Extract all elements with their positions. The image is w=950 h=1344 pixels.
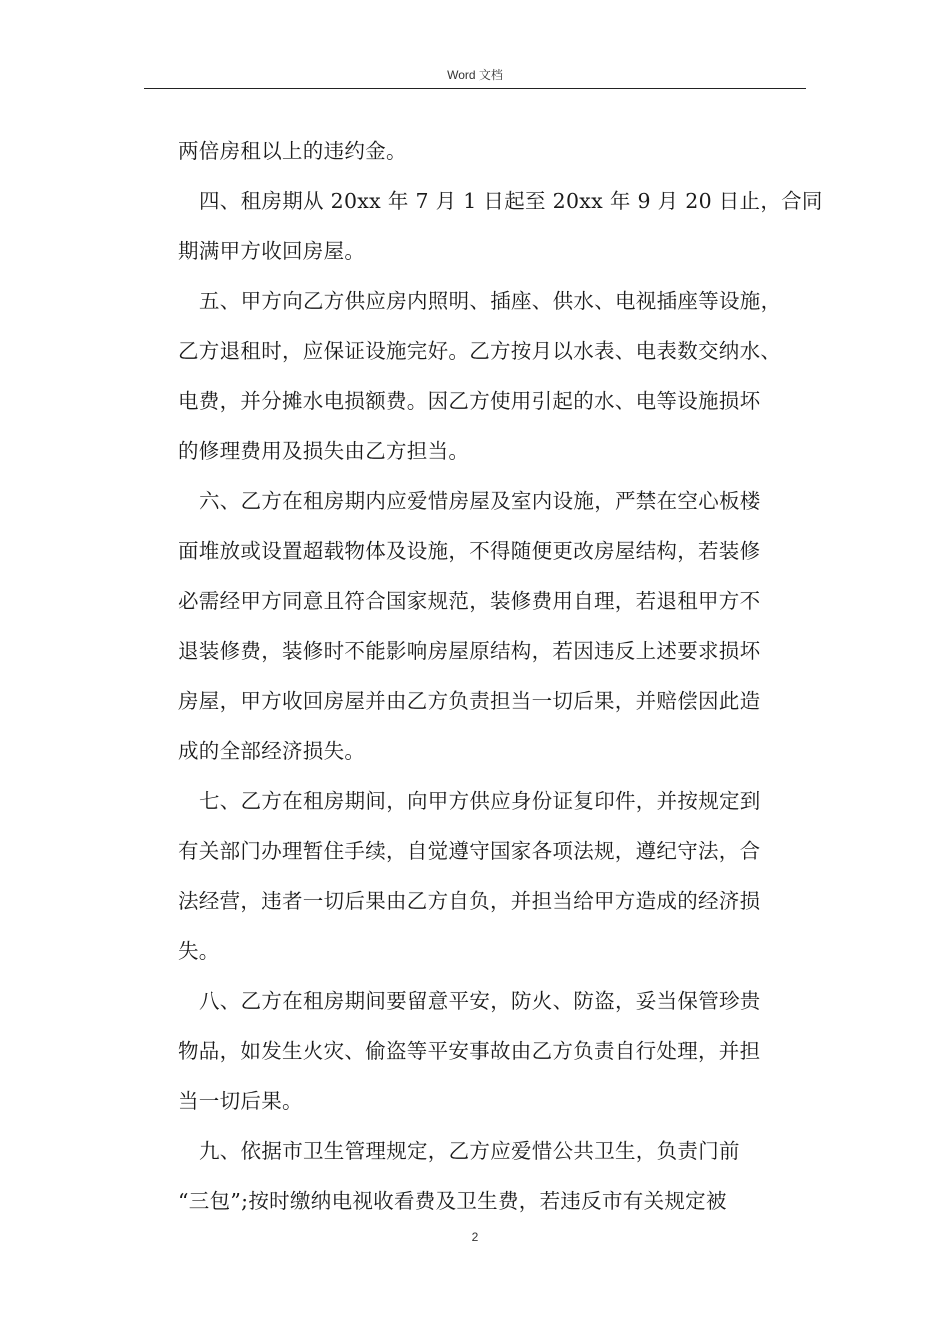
page-number: 2 xyxy=(471,1230,479,1244)
text-line: 退装修费，装修时不能影响房屋原结构，若因违反上述要求损坏 xyxy=(178,639,761,663)
header-divider xyxy=(144,88,806,89)
paragraph-start-line: 九、依据市卫生管理规定，乙方应爱惜公共卫生，负责门前 xyxy=(199,1139,740,1163)
paragraph-start-line: 七、乙方在租房期间，向甲方供应身份证复印件，并按规定到 xyxy=(199,789,761,813)
text-line: 必需经甲方同意且符合国家规范，装修费用自理，若退租甲方不 xyxy=(178,589,761,613)
text-line: 房屋，甲方收回房屋并由乙方负责担当一切后果，并赔偿因此造 xyxy=(178,689,761,713)
paragraph-start-line: 五、甲方向乙方供应房内照明、插座、供水、电视插座等设施， xyxy=(199,289,782,313)
paragraph-start-line: 四、租房期从 20xx 年 7 月 1 日起至 20xx 年 9 月 20 日止，合同 xyxy=(199,189,823,213)
text-line: “三包”;按时缴纳电视收看费及卫生费，若违反市有关规定被 xyxy=(178,1189,727,1213)
text-line: 成的全部经济损失。 xyxy=(178,739,366,763)
text-line: 法经营，违者一切后果由乙方自负，并担当给甲方造成的经济损 xyxy=(178,889,761,913)
text-line: 两倍房租以上的违约金。 xyxy=(178,139,407,163)
document-body xyxy=(178,126,823,1226)
text-line: 面堆放或设置超载物体及设施，不得随便更改房屋结构，若装修 xyxy=(178,539,761,563)
paragraph-start-line: 八、乙方在租房期间要留意平安，防火、防盗，妥当保管珍贵 xyxy=(199,989,761,1013)
text-line: 失。 xyxy=(178,939,220,963)
text-line: 乙方退租时，应保证设施完好。乙方按月以水表、电表数交纳水、 xyxy=(178,339,782,363)
text-line: 期满甲方收回房屋。 xyxy=(178,239,366,263)
text-line: 有关部门办理暂住手续，自觉遵守国家各项法规，遵纪守法，合 xyxy=(178,839,761,863)
text-line: 电费，并分摊水电损额费。因乙方使用引起的水、电等设施损坏 xyxy=(178,389,761,413)
text-line: 的修理费用及损失由乙方担当。 xyxy=(178,439,470,463)
paragraph-start-line: 六、乙方在租房期内应爱惜房屋及室内设施，严禁在空心板楼 xyxy=(199,489,761,513)
text-line: 当一切后果。 xyxy=(178,1089,303,1113)
text-line: 物品，如发生火灾、偷盗等平安事故由乙方负责自行处理，并担 xyxy=(178,1039,761,1063)
page-header: Word 文档 xyxy=(447,68,503,82)
